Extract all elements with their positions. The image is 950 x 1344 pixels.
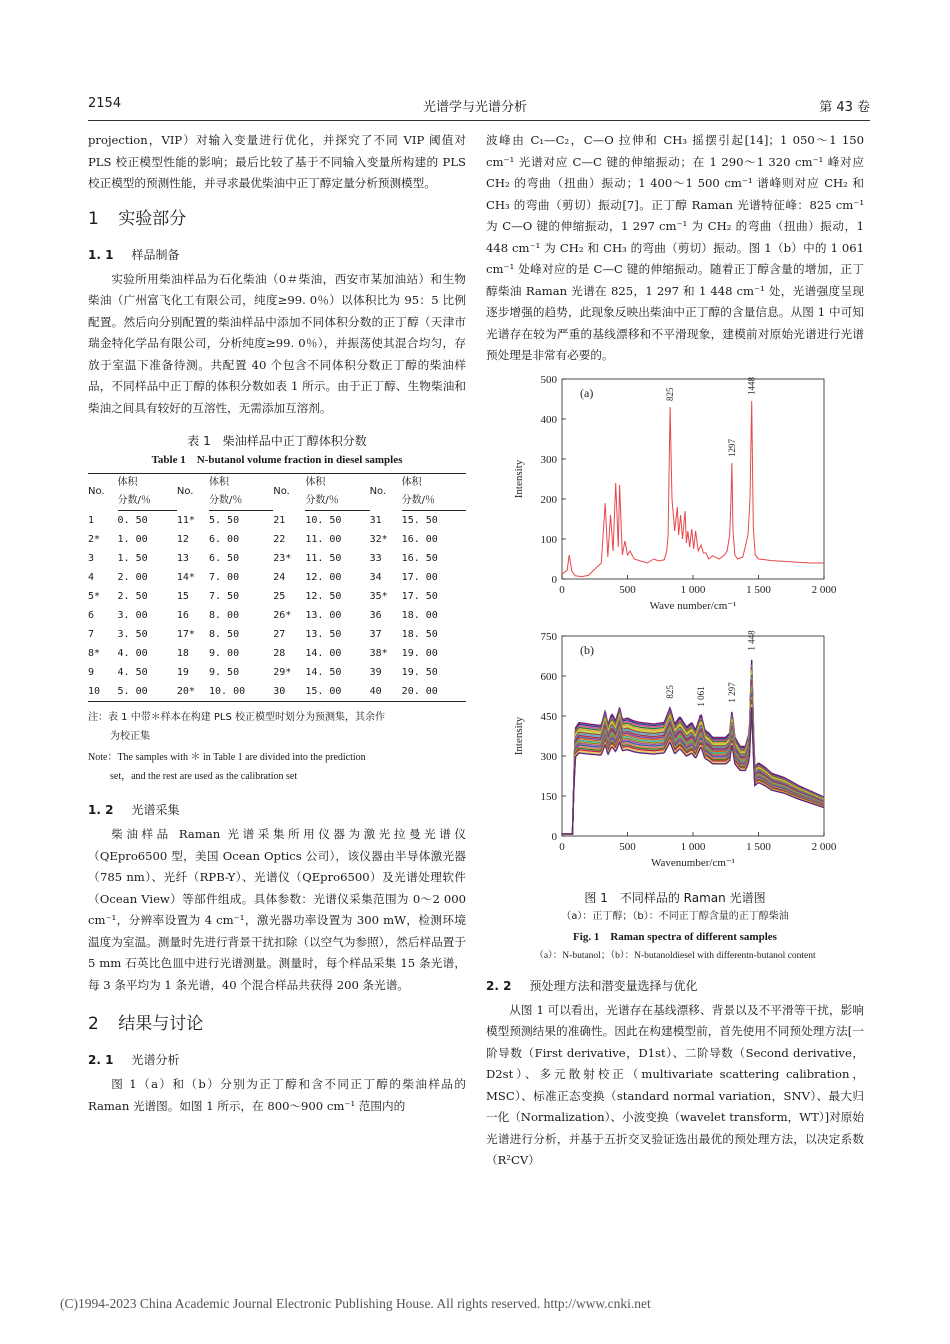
table-cell-value: 17. 50: [401, 591, 438, 602]
figure-caption-cn: 图 1 不同样品的 Raman 光谱图: [584, 890, 766, 905]
table-note-en: [88, 748, 466, 786]
table-cell-no: 7: [88, 629, 95, 640]
table-cell-value: 20. 00: [402, 682, 466, 702]
x-tick-label: 1 000: [680, 583, 706, 596]
x-tick-label: 0: [559, 583, 565, 596]
table-cell-value: 13. 00: [305, 610, 342, 621]
x-tick-label: 500: [619, 583, 636, 596]
table-cell-value: 16. 00: [401, 534, 438, 545]
table-cell-no: 18: [176, 648, 189, 659]
y-tick-label: 300: [540, 751, 557, 763]
table-note-cn-line2: 为校正集: [110, 731, 150, 742]
table-cell-value: 9. 50: [208, 667, 240, 678]
table-cell-no: 34: [369, 572, 382, 583]
peak-label: 1448: [746, 376, 757, 395]
table-header-vol: 体积: [118, 474, 177, 493]
table-header-no: No.: [88, 474, 118, 511]
table-cell-no: 14*: [176, 572, 195, 583]
series-line: [562, 697, 824, 834]
table-cell-no: 10: [88, 682, 118, 702]
series-line: [562, 702, 824, 834]
table-row: [88, 530, 466, 549]
section-2-1-heading: [88, 1050, 466, 1070]
table-cell-no: 24: [273, 572, 286, 583]
table-cell-no: 23*: [273, 553, 292, 564]
right-column: [486, 130, 864, 1172]
table-cell-no: 38*: [369, 648, 388, 659]
table-cell-value: 9. 00: [208, 648, 240, 659]
section-1-1-number: 1. 1: [88, 247, 114, 262]
x-tick-label: 1 500: [746, 583, 771, 596]
table-cell-no: 28: [273, 648, 286, 659]
table-cell-no: 17*: [176, 629, 195, 640]
table-cell-value: 3. 00: [117, 610, 148, 621]
y-tick-label: 500: [540, 373, 557, 386]
x-tick-label: 0: [559, 841, 565, 853]
table-header-vol: 体积: [209, 474, 273, 493]
y-tick-label: 0: [551, 831, 557, 843]
chart-a: [486, 373, 864, 623]
section-2-2-heading: [486, 976, 864, 996]
table-cell-value: 10. 00: [209, 682, 273, 702]
table-header-vol: 体积: [305, 474, 369, 493]
series-line: [562, 685, 824, 834]
table-row: [88, 625, 466, 644]
table-cell-value: 1. 00: [117, 534, 148, 545]
table-note-en-line1: Note：The samples with ＊ in Table 1 are divided into the prediction: [88, 752, 366, 763]
y-tick-label: 450: [540, 711, 557, 723]
table-cell-no: 16: [176, 610, 189, 621]
x-tick-label: 2 000: [811, 583, 837, 596]
table-1: [88, 431, 466, 786]
table-cell-value: 1. 50: [117, 553, 148, 564]
section-1-1-title: 样品制备: [131, 247, 180, 262]
table-cell-no: 11*: [176, 514, 195, 526]
header-rule: [88, 120, 870, 121]
peak-label: 1 448: [746, 630, 757, 651]
table-header-vol-unit: 分数/％: [118, 492, 177, 511]
table-cell-no: 29*: [273, 667, 292, 678]
table-cell-value: 16. 50: [401, 553, 438, 564]
table-cell-no: 33: [369, 553, 382, 564]
table-cell-value: 14. 50: [305, 667, 342, 678]
series-line: [562, 695, 824, 834]
section-1-2-number: 1. 2: [88, 803, 114, 817]
sample-prep-paragraph: 实验所用柴油样品为石化柴油（0＃柴油，西安市某加油站）和生物柴油（广州富飞化工有限公司，纯度≥99. 0％）以体积比为 95：5 比例配置。然后向分别配置的柴油样品中添加不同体积分数的正丁醇（天津市瑞金特化学品有限公司，分析纯度≥99. 0％），并振荡使其混合均匀，存放于室温下准备待测。共配置 40 个包含不同体积分数正丁醇的柴油样品，不同样品中正丁醇的体积分数如表 1 所示。由于正丁醇、生物柴油和柴油之间具有较好的互溶性，无需添加互溶剂。: [88, 271, 466, 415]
table-row: [88, 663, 466, 682]
section-2-2-title: 预处理方法和潜变量选择与优化: [529, 978, 698, 993]
panel-label: (b): [580, 643, 594, 657]
peak-label: 825: [665, 685, 676, 699]
y-tick-label: 300: [540, 453, 557, 466]
series-line: [562, 682, 824, 834]
peak-label: 825: [665, 387, 676, 401]
table-header-vol-unit: 分数/％: [209, 492, 273, 511]
series-line: [562, 692, 824, 834]
figure-caption-sub-en: （a）：N-butanol；（b）：N-butanoldiesel with differentn-butanol content: [534, 950, 816, 961]
table-cell-no: 3: [88, 553, 95, 564]
x-tick-label: 1 500: [746, 841, 771, 853]
table-header-vol: 体积: [402, 474, 466, 493]
table-cell-no: 26*: [273, 610, 292, 621]
table-header-no: No.: [370, 474, 402, 511]
table-cell-value: 17. 00: [401, 572, 438, 583]
table-cell-value: 2. 50: [117, 591, 148, 602]
y-tick-label: 200: [540, 493, 557, 506]
table-cell-value: 0. 50: [117, 515, 148, 526]
peak-label: 1297: [726, 438, 737, 457]
table-cell-value: 11. 50: [305, 553, 342, 564]
table-cell-no: 19: [176, 667, 189, 678]
table-cell-no: 21: [273, 514, 286, 526]
spectra-analysis-continued: 波峰由 C₁—C₂，C—O 拉伸和 CH₃ 摇摆引起[14]；1 050～1 150 cm⁻¹ 光谱对应 C—C 键的伸缩振动；在 1 290～1 320 cm⁻¹ 峰对应 CH₂ 的弯曲（扭曲）振动；1 400～1 500 cm⁻¹ 谱峰则对应 CH₂ 和 CH₃ 的弯曲（剪切）振动[7]。正丁醇 Raman 光谱特征峰：825 cm⁻¹ 为 C—O 键的伸缩振动，1 297 cm⁻¹ 为 CH₂ 的弯曲（扭曲）振动，1 448 cm⁻¹ 为 CH₂ 和 CH₃ 的弯曲（剪切）振动。图 1（b）中的 1 061 cm⁻¹ 处峰对应的是 C—C 键的伸缩振动。随着正丁醇含量的增加，正丁醇柴油 Raman 光谱在 825，1 297 和 1 448 cm⁻¹ 处，光谱强度呈现逐步增强的趋势，此现象反映出柴油中正丁醇的含量信息。从图 1 中可知光谱存在较为严重的基线漂移和不平滑现象，建模前对原始光谱进行光谱预处理是非常有必要的。: [486, 133, 864, 362]
table-cell-no: 31: [369, 514, 382, 526]
table-row: [88, 682, 466, 702]
intro-paragraph: projection，VIP）对输入变量进行优化，并探究了不同 VIP 阈值对 PLS 校正模型性能的影响；最后比较了基于不同输入变量所构建的 PLS 校正模型的预测性能，并寻求最优柴油中正丁醇定量分析预测模型。: [88, 133, 466, 190]
section-2-heading: [88, 1012, 466, 1036]
table-cell-value: 10. 50: [305, 515, 342, 526]
table-cell-no: 4: [88, 572, 95, 583]
table-cell-no: 22: [273, 534, 286, 545]
peak-label: 1 297: [726, 682, 737, 703]
series-line: [562, 680, 824, 834]
table-cell-value: 13. 50: [305, 629, 342, 640]
section-1-title: 实验部分: [118, 208, 187, 229]
section-2-title: 结果与讨论: [118, 1014, 204, 1034]
y-tick-label: 750: [540, 631, 557, 643]
table-cell-value: 5. 50: [208, 515, 240, 526]
table-header-vol-unit: 分数/％: [305, 492, 369, 511]
figure-caption-sub-cn: （a）：正丁醇；（b）：不同正丁醇含量的正丁醇柴油: [561, 910, 789, 922]
table-cell-value: 4. 00: [117, 648, 148, 659]
table-cell-no: 13: [176, 553, 189, 564]
plot-frame: [562, 379, 824, 579]
table-cell-no: 30: [273, 682, 305, 702]
table-cell-value: 7. 50: [208, 591, 240, 602]
table-row: [88, 644, 466, 663]
spectra-collection-paragraph: 柴油样品 Raman 光谱采集所用仪器为激光拉曼光谱仪（QEpro6500 型，美国 Ocean Optics 公司），该仪器由半导体激光器（785 nm）、光纤（RPB-Y）、光谱仪（QEpro6500）及光谱处理软件（Ocean View）等部件组成。具体参数：光谱仪采集范围为 0～2 000 cm⁻¹，分辨率设置为 4 cm⁻¹，激光器功率设置为 300 mW，检测环境温度为室温。测量时先进行背景干扰扣除（以空气为参照），然后样品置于 5 mm 石英比色皿中进行光谱测量。测量时，每个样品采集 15 条光谱，每 3 条平均为 1 条光谱，40 个混合样品共获得 200 条光谱。: [88, 827, 466, 992]
table-cell-no: 25: [273, 591, 286, 602]
table-1-grid: [88, 473, 466, 702]
section-1-1-heading: [88, 245, 466, 265]
table-cell-no: 8*: [88, 648, 101, 659]
table-cell-value: 8. 50: [208, 629, 240, 640]
table-note-cn: [88, 708, 466, 746]
series-line-n-butanol: [562, 401, 824, 577]
table-cell-no: 27: [273, 629, 286, 640]
table-cell-value: 2. 00: [117, 572, 148, 583]
table-cell-no: 6: [88, 610, 95, 621]
page-number: 2154: [88, 96, 122, 111]
table-cell-value: 12. 00: [305, 572, 342, 583]
section-1-2-heading: [88, 800, 466, 820]
table-header-no: No.: [273, 474, 305, 511]
table-cell-value: 19. 50: [401, 667, 438, 678]
table-cell-value: 19. 00: [401, 648, 438, 659]
table-cell-no: 1: [88, 514, 95, 526]
table-cell-no: 35*: [369, 591, 388, 602]
table-row: [88, 606, 466, 625]
y-axis-label: Intensity: [513, 716, 525, 756]
section-2-number: 2: [88, 1014, 99, 1034]
section-2-1-number: 2. 1: [88, 1053, 114, 1067]
x-tick-label: 2 000: [811, 841, 837, 853]
table-cell-value: 6. 50: [208, 553, 240, 564]
table-cell-no: 32*: [369, 534, 388, 545]
table-note-en-line2: set，and the rest are used as the calibration set: [110, 771, 298, 782]
table-header-no: No.: [177, 474, 209, 511]
table-cell-no: 39: [369, 667, 382, 678]
table-cell-value: 7. 00: [208, 572, 240, 583]
section-1-heading: [88, 207, 466, 231]
table-row: [88, 568, 466, 587]
table-cell-no: 2*: [88, 534, 101, 545]
table-row: [88, 587, 466, 606]
series-line: [562, 687, 824, 834]
volume-label: 第 43 卷: [819, 100, 870, 115]
table-cell-value: 5. 00: [118, 682, 177, 702]
preprocessing-paragraph: 从图 1 可以看出，光谱存在基线漂移、背景以及不平滑等干扰，影响模型预测结果的准确性。因此在构建模型前，首先使用不同预处理方法[一阶导数（First derivative，D1st）、二阶导数（Second derivative，D2st）、多元散射校正（multivariate scattering calibration，MSC）、标准正态变换（standard normal variation，SNV）、最大归一化（Normalization）、小波变换（wavelet transform，WT）]对原始光谱进行分析，并基于五折交叉验证选出最优的预处理方法，以决定系数（R²CV）: [486, 1002, 864, 1167]
figure-caption-en: Fig. 1 Raman spectra of different samples: [573, 930, 777, 943]
panel-label: (a): [580, 385, 594, 400]
table-cell-no: 9: [88, 667, 95, 678]
table-1-caption-cn: 表 1 柴油样品中正丁醇体积分数: [187, 434, 367, 448]
x-axis-label: Wave number/cm⁻¹: [649, 599, 737, 612]
section-2-2-number: 2. 2: [486, 978, 512, 993]
table-cell-no: 36: [369, 610, 382, 621]
spectra-analysis-paragraph: 图 1（a）和（b）分别为正丁醇和含不同正丁醇的柴油样品的 Raman 光谱图。如图 1 所示，在 800～900 cm⁻¹ 范围内的: [88, 1077, 466, 1113]
series-line: [562, 690, 824, 834]
y-axis-label: Intensity: [513, 459, 525, 498]
copyright-footer: (C)1994-2023 China Academic Journal Electronic Publishing House. All rights reserved. http://www.cnki.net: [60, 1296, 651, 1311]
table-cell-value: 15. 00: [305, 682, 369, 702]
x-tick-label: 500: [619, 841, 636, 853]
table-1-caption-en: Table 1 N-butanol volume fraction in diesel samples: [151, 454, 403, 466]
table-cell-value: 12. 50: [305, 591, 342, 602]
table-row: [88, 549, 466, 568]
table-cell-no: 20*: [177, 682, 209, 702]
table-cell-value: 3. 50: [117, 629, 148, 640]
y-tick-label: 150: [540, 791, 557, 803]
table-note-cn-line1: 注：表 1 中带＊样本在构建 PLS 校正模型时划分为预测集，其余作: [88, 712, 386, 723]
table-cell-value: 4. 50: [117, 667, 148, 678]
table-cell-value: 8. 00: [208, 610, 240, 621]
section-1-number: 1: [88, 208, 99, 229]
table-header-vol-unit: 分数/％: [402, 492, 466, 511]
x-tick-label: 1 000: [680, 841, 706, 853]
table-cell-value: 11. 00: [305, 534, 342, 545]
y-tick-label: 600: [540, 671, 557, 683]
table-cell-value: 14. 00: [305, 648, 342, 659]
table-cell-no: 15: [176, 591, 189, 602]
table-cell-no: 5*: [88, 591, 101, 602]
y-tick-label: 400: [540, 413, 557, 426]
section-1-2-title: 光谱采集: [131, 803, 180, 817]
left-column: [88, 130, 466, 1117]
table-cell-value: 15. 50: [401, 515, 438, 526]
y-tick-label: 100: [540, 533, 557, 546]
table-cell-no: 12: [176, 534, 189, 545]
table-cell-no: 40: [370, 682, 402, 702]
journal-title: 光谱学与光谱分析: [422, 100, 527, 115]
figure-1: [486, 373, 864, 964]
table-cell-value: 6. 00: [208, 534, 240, 545]
table-row: [88, 511, 466, 531]
table-cell-no: 37: [369, 629, 382, 640]
table-cell-value: 18. 50: [401, 629, 438, 640]
section-2-1-title: 光谱分析: [131, 1053, 180, 1067]
x-axis-label: Wavenumber/cm⁻¹: [651, 857, 735, 869]
table-cell-value: 18. 00: [401, 610, 438, 621]
chart-b: [486, 630, 864, 880]
series-line: [562, 700, 824, 834]
peak-label: 1 061: [695, 686, 706, 707]
y-tick-label: 0: [551, 573, 557, 586]
